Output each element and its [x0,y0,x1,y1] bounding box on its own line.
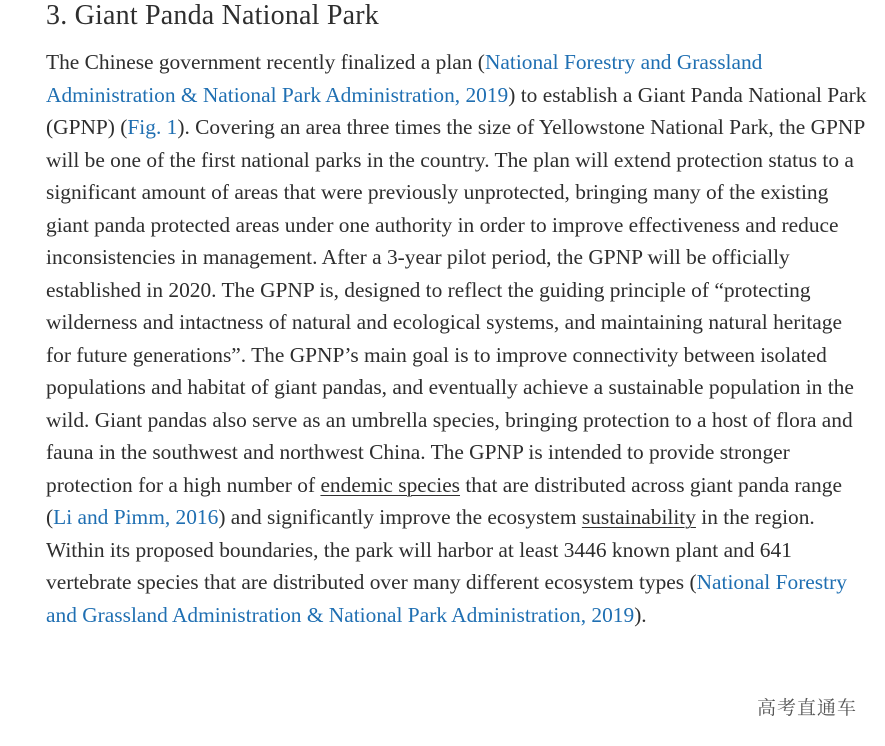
paragraph-text: ) and significantly improve the ecosystem [218,505,582,529]
citation-link[interactable]: Li and Pimm, 2016 [53,505,219,529]
citation-link[interactable]: National Forestry and Grassland Administration & National Park Administration, 2019 [46,50,763,107]
paragraph-text: in the region. Within its proposed boundaries, the park will harbor at least 3446 known plant and 641 vertebrate species that are distributed over many different ecosystem types ( [46,505,815,594]
paragraph-text: ). [634,602,647,627]
paragraph-text: ). Covering an area three times the size of Yellowstone National Park, the GPNP will be one of the first national parks in the country. The plan will extend protection status to a significant amount of areas that were previously unprotected, bringing many of the existing giant panda protected areas under one authority in order to improve effectiveness and reduce inconsistencies in management. After a 3-year pilot period, the GPNP will be officially established in 2020. The GPNP is, designed to reflect the guiding principle of “protecting wilderness and intactness of natural and ecological systems, and maintaining natural heritage for future generations”. The GPNP’s main goal is to improve connectivity between isolated populations and habitat of giant pandas, and eventually achieve a sustainable population in the wild. Giant pandas also serve as an umbrella species, bringing protection to a host of flora and fauna in the southwest and northwest China. The GPNP is intended to provide stronger protection for a high number of [46,115,865,497]
glossary-term-link[interactable]: endemic species [320,472,461,497]
figure-link[interactable]: Fig. 1 [127,115,178,139]
section-heading: 3. Giant Panda National Park [46,0,379,31]
body-paragraph [46,46,871,631]
glossary-term-link[interactable]: sustainability [581,505,696,529]
paragraph-text: ) to establish a Giant Panda National Park (GPNP) ( [46,82,867,139]
citation-link[interactable]: National Forestry and Grassland Administration & National Park Administration, 2019 [46,570,847,627]
paragraph-text: The Chinese government recently finalized a plan ( [46,50,485,74]
watermark-text: 高考直通车 [756,697,857,719]
paragraph-text: that are distributed across giant panda range ( [46,472,842,529]
article-section [46,0,871,631]
